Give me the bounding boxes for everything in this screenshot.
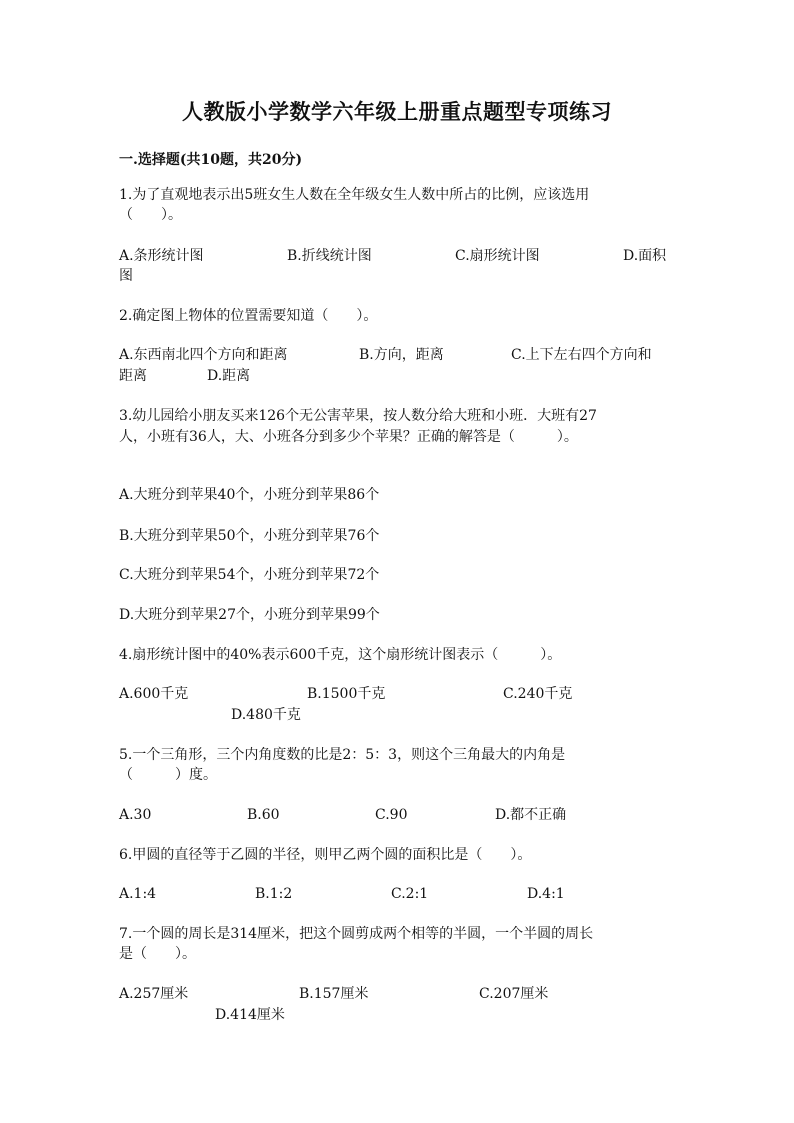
question-3-text-line-2: 人，小班有36人，大、小班各分到多少个苹果？正确的解答是（ ）。 — [119, 429, 578, 445]
question-4-option-c: C.240千克 — [503, 686, 573, 702]
question-6-option-b: B.1:2 — [255, 886, 293, 902]
question-1-option-b: B.折线统计图 — [287, 248, 372, 264]
question-3-option-a: A.大班分到苹果40个，小班分到苹果86个 — [119, 487, 380, 503]
question-1-option-d: D.面积 — [623, 248, 667, 264]
question-1-text-line-2: （ ）。 — [119, 207, 182, 223]
question-7-option-d: D.414厘米 — [215, 1007, 285, 1023]
question-3-option-d: D.大班分到苹果27个，小班分到苹果99个 — [119, 607, 380, 623]
question-1-option-a: A.条形统计图 — [119, 248, 204, 264]
question-5-text-line-2: （ ）度。 — [119, 767, 217, 783]
question-7-option-c: C.207厘米 — [479, 986, 549, 1002]
question-2-option-b: B.方向，距离 — [359, 347, 444, 363]
question-6-option-a: A.1:4 — [119, 886, 157, 902]
question-4-text-line-1: 4.扇形统计图中的40%表示600千克，这个扇形统计图表示（ ）。 — [119, 647, 562, 663]
question-2-text-line-1: 2.确定图上物体的位置需要知道（ ）。 — [119, 308, 378, 324]
question-7-option-a: A.257厘米 — [119, 986, 189, 1002]
question-3-option-b: B.大班分到苹果50个，小班分到苹果76个 — [119, 528, 380, 544]
question-5-option-b: B.60 — [247, 807, 280, 823]
question-3-option-c: C.大班分到苹果54个，小班分到苹果72个 — [119, 567, 380, 583]
question-6-option-c: C.2:1 — [391, 886, 429, 902]
question-4-option-d: D.480千克 — [231, 707, 301, 723]
question-5-option-a: A.30 — [119, 807, 152, 823]
question-1-option-d-continued: 图 — [119, 268, 133, 284]
question-4-option-b: B.1500千克 — [307, 686, 386, 702]
question-7-text-line-1: 7.一个圆的周长是314厘米，把这个圆剪成两个相等的半圆，一个半圆的周长 — [119, 926, 594, 942]
question-4-option-a: A.600千克 — [119, 686, 189, 702]
question-5-text-line-1: 5.一个三角形，三个内角度数的比是2：5：3，则这个三角最大的内角是 — [119, 747, 566, 763]
question-2-option-d: D.距离 — [207, 368, 251, 384]
question-5-option-c: C.90 — [375, 807, 408, 823]
question-2-option-c: C.上下左右四个方向和 — [511, 347, 652, 363]
question-6-text-line-1: 6.甲圆的直径等于乙圆的半径，则甲乙两个圆的面积比是（ ）。 — [119, 847, 532, 863]
question-1-option-c: C.扇形统计图 — [455, 248, 540, 264]
question-2-option-c-continued: 距离 — [119, 368, 147, 384]
question-5-option-d: D.都不正确 — [495, 807, 567, 823]
question-1-text-line-1: 1.为了直观地表示出5班女生人数在全年级女生人数中所占的比例，应该选用 — [119, 187, 590, 203]
question-7-text-line-2: 是（ ）。 — [119, 946, 196, 962]
question-6-option-d: D.4:1 — [527, 886, 565, 902]
section-heading: 一.选择题(共10题，共20分) — [119, 152, 303, 168]
question-3-text-line-1: 3.幼儿园给小朋友买来126个无公害苹果，按人数分给大班和小班．大班有27 — [119, 408, 597, 424]
question-7-option-b: B.157厘米 — [299, 986, 369, 1002]
page-title: 人教版小学数学六年级上册重点题型专项练习 — [182, 99, 612, 124]
question-2-option-a: A.东西南北四个方向和距离 — [119, 347, 288, 363]
